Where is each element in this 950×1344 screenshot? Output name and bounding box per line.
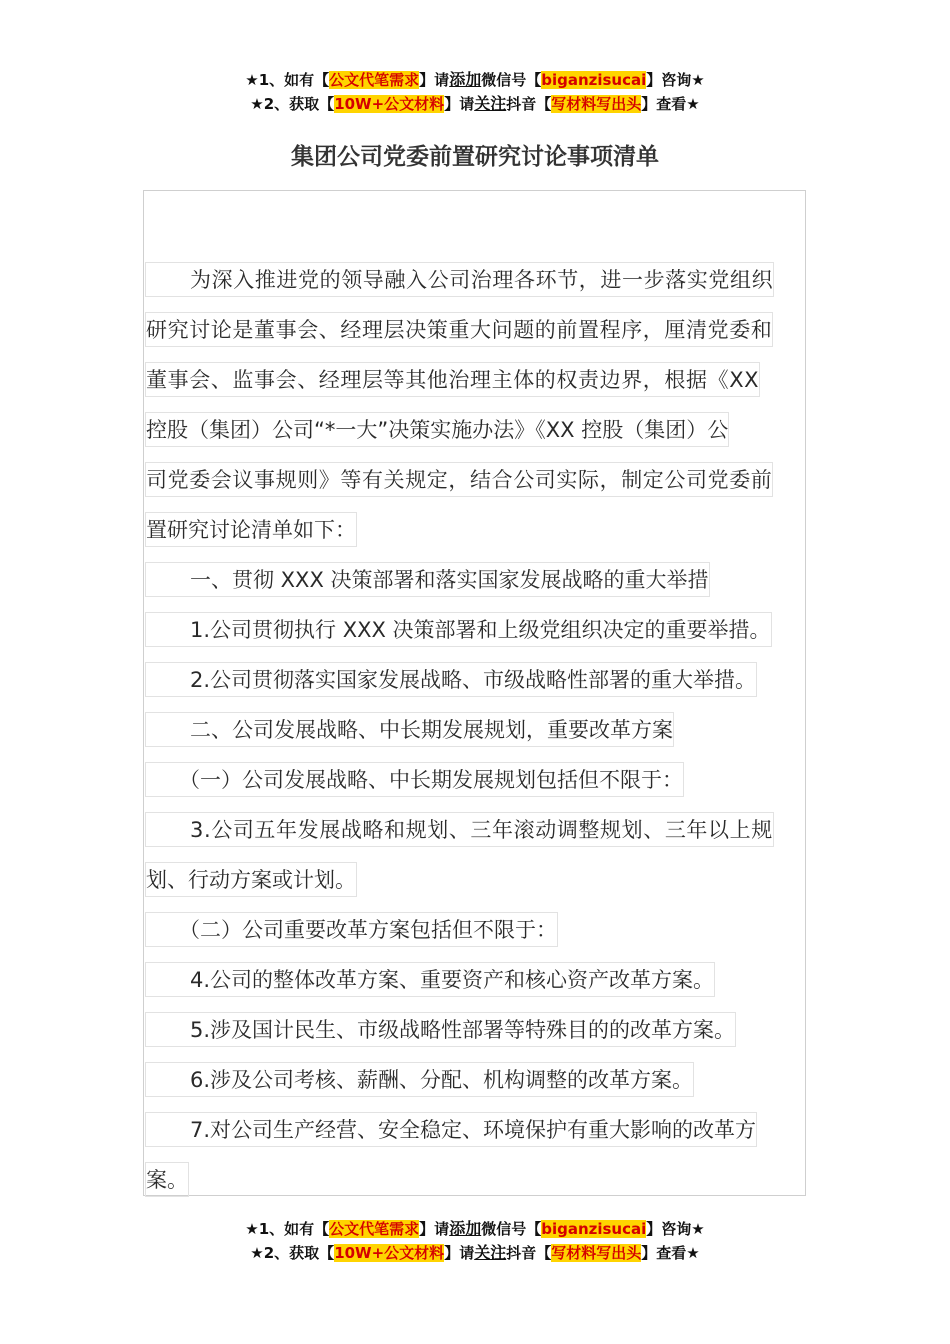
banner-text: ★1、如有【 [245,1220,330,1238]
section-heading: 一、贯彻 XXX 决策部署和落实国家发展战略的重大举措 [145,562,710,597]
banner-text: 抖音【 [506,1244,552,1262]
list-item: 5.涉及国计民生、市级战略性部署等特殊目的的改革方案。 [145,1012,736,1047]
banner-line-2 [0,92,950,116]
top-banner [0,68,950,116]
banner-text: ★1、如有【 [245,71,330,89]
banner-highlight: 公文代笔需求 [329,1220,420,1238]
banner-emphasis: 添加 [449,70,482,89]
banner-highlight: 10W+公文材料 [334,95,445,113]
list-item-continuation: 案。 [145,1162,189,1197]
list-item: 7.对公司生产经营、安全稳定、环境保护有重大影响的改革方 [145,1112,757,1147]
douyin-id: 写材料写出头 [551,1244,642,1262]
banner-text: 微信号【 [481,71,542,89]
paragraph-line: 董事会、监事会、经理层等其他治理主体的权责边界，根据《XX [145,362,760,397]
list-item: 4.公司的整体改革方案、重要资产和核心资产改革方案。 [145,962,715,997]
banner-text: 】请 [419,1220,450,1238]
banner-text: 】咨询★ [646,1220,705,1238]
wechat-id: biganzisucai [541,1220,647,1238]
paragraph-line: 司党委会议事规则》等有关规定，结合公司实际，制定公司党委前 [145,462,773,497]
list-item: 6.涉及公司考核、薪酬、分配、机构调整的改革方案。 [145,1062,694,1097]
document-title: 集团公司党委前置研究讨论事项清单 [291,144,659,170]
banner-text: 】请 [444,1244,475,1262]
section-heading: 二、公司发展战略、中长期发展规划，重要改革方案 [145,712,674,747]
banner-line-1 [0,68,950,92]
douyin-id: 写材料写出头 [551,95,642,113]
banner-text: 】查看★ [641,95,700,113]
wechat-id: biganzisucai [541,71,647,89]
subsection-heading: （一）公司发展战略、中长期发展规划包括但不限于： [145,762,684,797]
banner-highlight: 公文代笔需求 [329,71,420,89]
banner-text: ★2、获取【 [250,1244,335,1262]
banner-highlight: 10W+公文材料 [334,1244,445,1262]
banner-emphasis: 关注 [474,94,507,113]
list-item: 2.公司贯彻落实国家发展战略、市级战略性部署的重大举措。 [145,662,757,697]
banner-line-1 [0,1217,950,1241]
banner-text: 微信号【 [481,1220,542,1238]
banner-text: 抖音【 [506,95,552,113]
paragraph-line: 置研究讨论清单如下： [145,512,357,547]
paragraph-line: 研究讨论是董事会、经理层决策重大问题的前置程序，厘清党委和 [145,312,773,347]
bottom-banner [0,1217,950,1265]
banner-text: 】请 [444,95,475,113]
paragraph-line: 控股（集团）公司“*一大”决策实施办法》《XX 控股（集团）公 [145,412,729,447]
banner-text: 】查看★ [641,1244,700,1262]
banner-text: 】请 [419,71,450,89]
banner-text: 】咨询★ [646,71,705,89]
banner-emphasis: 关注 [474,1243,507,1262]
document-body [145,255,795,1205]
list-item-continuation: 划、行动方案或计划。 [145,862,357,897]
list-item: 3.公司五年发展战略和规划、三年滚动调整规划、三年以上规 [145,812,774,847]
list-item: 1.公司贯彻执行 XXX 决策部署和上级党组织决定的重要举措。 [145,612,772,647]
banner-line-2 [0,1241,950,1265]
subsection-heading: （二）公司重要改革方案包括但不限于： [145,912,558,947]
banner-emphasis: 添加 [449,1219,482,1238]
banner-text: ★2、获取【 [250,95,335,113]
paragraph-line: 为深入推进党的领导融入公司治理各环节，进一步落实党组织 [145,262,774,297]
